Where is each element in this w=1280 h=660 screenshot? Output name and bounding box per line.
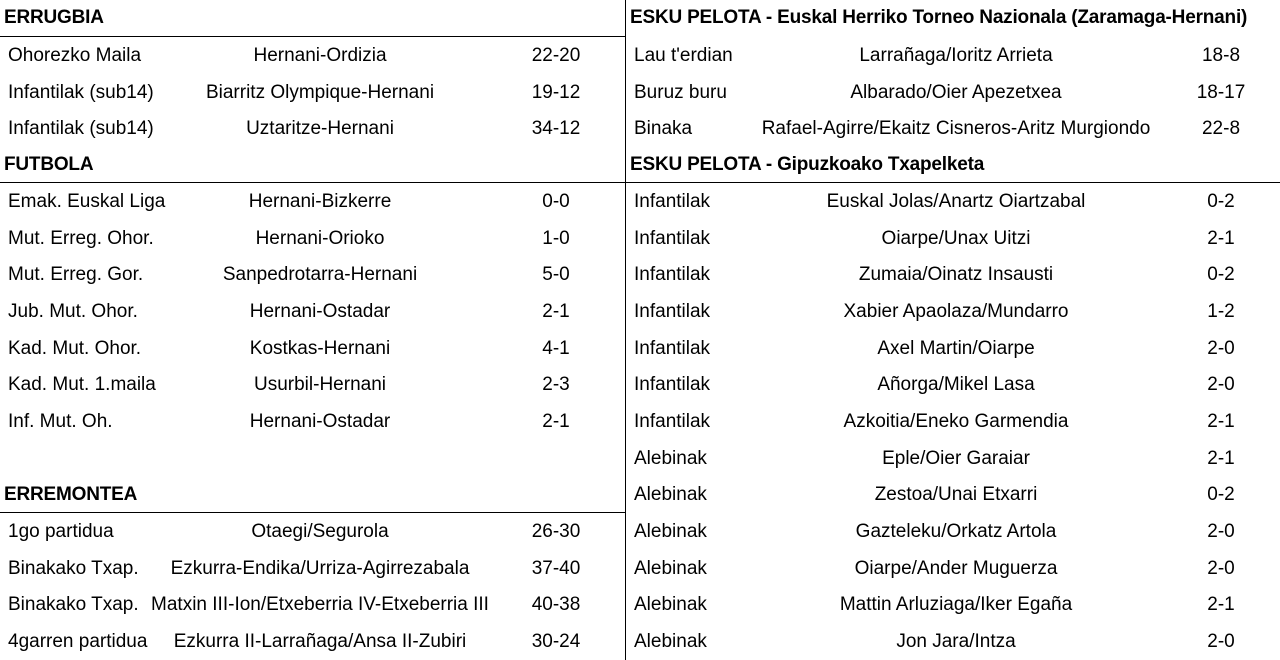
right-results-panel xyxy=(626,0,1280,660)
category: Infantilak xyxy=(634,264,711,285)
match: Hernani-Ostadar xyxy=(249,301,391,322)
result-row xyxy=(0,331,625,367)
match: Hernani-Orioko xyxy=(255,228,385,249)
match: Zumaia/Oinatz Insausti xyxy=(858,264,1054,285)
result-row xyxy=(626,477,1280,513)
category: Infantilak xyxy=(634,301,711,322)
match: Rafael-Agirre/Ekaitz Cisneros-Aritz Murgiondo xyxy=(761,118,1151,139)
left-results-panel xyxy=(0,0,625,660)
result-row xyxy=(0,294,625,330)
score: 30-24 xyxy=(531,631,581,652)
category: Alebinak xyxy=(634,558,707,579)
result-row xyxy=(626,38,1280,74)
score: 37-40 xyxy=(531,558,581,579)
match: Añorga/Mikel Lasa xyxy=(877,374,1035,395)
match: Oiarpe/Unax Uitzi xyxy=(881,228,1031,249)
category: Infantilak (sub14) xyxy=(8,118,154,139)
section-rule xyxy=(0,512,625,513)
match: Axel Martin/Oiarpe xyxy=(877,338,1035,359)
match: Jon Jara/Intza xyxy=(896,631,1016,652)
result-row xyxy=(626,441,1280,477)
category: Lau t'erdian xyxy=(634,45,733,66)
category: Binakako Txap. xyxy=(8,594,139,615)
category: Infantilak (sub14) xyxy=(8,82,154,103)
result-row xyxy=(626,257,1280,293)
score: 2-0 xyxy=(1207,521,1235,542)
result-row xyxy=(626,331,1280,367)
score: 2-1 xyxy=(542,301,570,322)
category: Mut. Erreg. Gor. xyxy=(8,264,144,285)
score: 0-2 xyxy=(1207,484,1235,505)
section-title-futbola: FUTBOLA xyxy=(4,154,94,175)
match: Euskal Jolas/Anartz Oiartzabal xyxy=(826,191,1086,212)
result-row xyxy=(0,75,625,111)
category: Infantilak xyxy=(634,338,711,359)
score: 18-8 xyxy=(1201,45,1241,66)
match: Matxin III-Ion/Etxeberria IV-Etxeberria III xyxy=(151,594,489,615)
result-row xyxy=(626,75,1280,111)
match: Uztaritze-Hernani xyxy=(246,118,394,139)
result-row xyxy=(0,257,625,293)
score: 22-8 xyxy=(1201,118,1241,139)
score: 2-0 xyxy=(1207,558,1235,579)
result-row xyxy=(0,111,625,147)
result-row xyxy=(0,404,625,440)
score: 34-12 xyxy=(531,118,581,139)
score: 2-0 xyxy=(1207,631,1235,652)
category: Binaka xyxy=(634,118,693,139)
match: Ezkurra-Endika/Urriza-Agirrezabala xyxy=(170,558,470,579)
match: Mattin Arluziaga/Iker Egaña xyxy=(839,594,1073,615)
match: Kostkas-Hernani xyxy=(249,338,391,359)
result-row xyxy=(626,587,1280,623)
result-row xyxy=(0,367,625,403)
match: Ezkurra II-Larrañaga/Ansa II-Zubiri xyxy=(173,631,467,652)
score: 5-0 xyxy=(542,264,570,285)
category: Ohorezko Maila xyxy=(8,45,142,66)
score: 26-30 xyxy=(531,521,581,542)
section-title-erremontea: ERREMONTEA xyxy=(4,484,138,505)
match: Biarritz Olympique-Hernani xyxy=(205,82,435,103)
match: Albarado/Oier Apezetxea xyxy=(850,82,1062,103)
category: Jub. Mut. Ohor. xyxy=(8,301,138,322)
section-title-esku-pelota-gipuzkoa: ESKU PELOTA - Gipuzkoako Txapelketa xyxy=(630,154,985,175)
score: 2-1 xyxy=(1207,594,1235,615)
match: Azkoitia/Eneko Garmendia xyxy=(843,411,1069,432)
score: 1-0 xyxy=(542,228,570,249)
result-row xyxy=(626,111,1280,147)
score: 19-12 xyxy=(531,82,581,103)
score: 40-38 xyxy=(531,594,581,615)
result-row xyxy=(0,587,625,623)
category: Alebinak xyxy=(634,594,707,615)
match: Sanpedrotarra-Hernani xyxy=(222,264,418,285)
match: Hernani-Bizkerre xyxy=(248,191,392,212)
result-row xyxy=(626,184,1280,220)
category: 1go partidua xyxy=(8,521,114,542)
category: Emak. Euskal Liga xyxy=(8,191,166,212)
score: 0-2 xyxy=(1207,264,1235,285)
section-rule xyxy=(0,182,625,183)
result-row xyxy=(626,221,1280,257)
score: 1-2 xyxy=(1207,301,1235,322)
match: Hernani-Ostadar xyxy=(249,411,391,432)
match: Usurbil-Hernani xyxy=(254,374,386,395)
score: 2-1 xyxy=(1207,411,1235,432)
score: 22-20 xyxy=(531,45,581,66)
result-row xyxy=(0,624,625,660)
category: Alebinak xyxy=(634,484,707,505)
score: 4-1 xyxy=(542,338,570,359)
category: Infantilak xyxy=(634,228,711,249)
category: Alebinak xyxy=(634,448,707,469)
category: 4garren partidua xyxy=(8,631,148,652)
score: 2-1 xyxy=(1207,448,1235,469)
match: Larrañaga/Ioritz Arrieta xyxy=(859,45,1053,66)
section-title-esku-pelota-nazionala: ESKU PELOTA - Euskal Herriko Torneo Nazionala (Zaramaga-Hernani) xyxy=(630,7,1248,28)
score: 2-0 xyxy=(1207,338,1235,359)
category: Buruz buru xyxy=(634,82,727,103)
result-row xyxy=(0,38,625,74)
section-rule xyxy=(0,36,625,37)
category: Kad. Mut. Ohor. xyxy=(8,338,142,359)
result-row xyxy=(626,294,1280,330)
score: 18-17 xyxy=(1196,82,1246,103)
category: Mut. Erreg. Ohor. xyxy=(8,228,154,249)
match: Hernani-Ordizia xyxy=(253,45,387,66)
category: Infantilak xyxy=(634,191,711,212)
match: Eple/Oier Garaiar xyxy=(882,448,1030,469)
result-row xyxy=(0,551,625,587)
result-row xyxy=(626,624,1280,660)
category: Alebinak xyxy=(634,631,707,652)
category: Kad. Mut. 1.maila xyxy=(8,374,156,395)
category: Inf. Mut. Oh. xyxy=(8,411,113,432)
match: Zestoa/Unai Etxarri xyxy=(874,484,1038,505)
result-row xyxy=(0,221,625,257)
section-rule xyxy=(626,182,1280,183)
match: Xabier Apaolaza/Mundarro xyxy=(843,301,1069,322)
match: Oiarpe/Ander Muguerza xyxy=(854,558,1058,579)
score: 2-1 xyxy=(1207,228,1235,249)
result-row xyxy=(0,514,625,550)
result-row xyxy=(626,367,1280,403)
result-row xyxy=(0,184,625,220)
score: 2-0 xyxy=(1207,374,1235,395)
score: 0-0 xyxy=(542,191,570,212)
match: Gazteleku/Orkatz Artola xyxy=(855,521,1057,542)
category: Binakako Txap. xyxy=(8,558,139,579)
result-row xyxy=(626,404,1280,440)
match: Otaegi/Segurola xyxy=(251,521,389,542)
category: Infantilak xyxy=(634,374,711,395)
category: Alebinak xyxy=(634,521,707,542)
score: 2-1 xyxy=(542,411,570,432)
result-row xyxy=(626,551,1280,587)
section-title-errugbia: ERRUGBIA xyxy=(4,7,104,28)
score: 0-2 xyxy=(1207,191,1235,212)
category: Infantilak xyxy=(634,411,711,432)
result-row xyxy=(626,514,1280,550)
score: 2-3 xyxy=(542,374,570,395)
